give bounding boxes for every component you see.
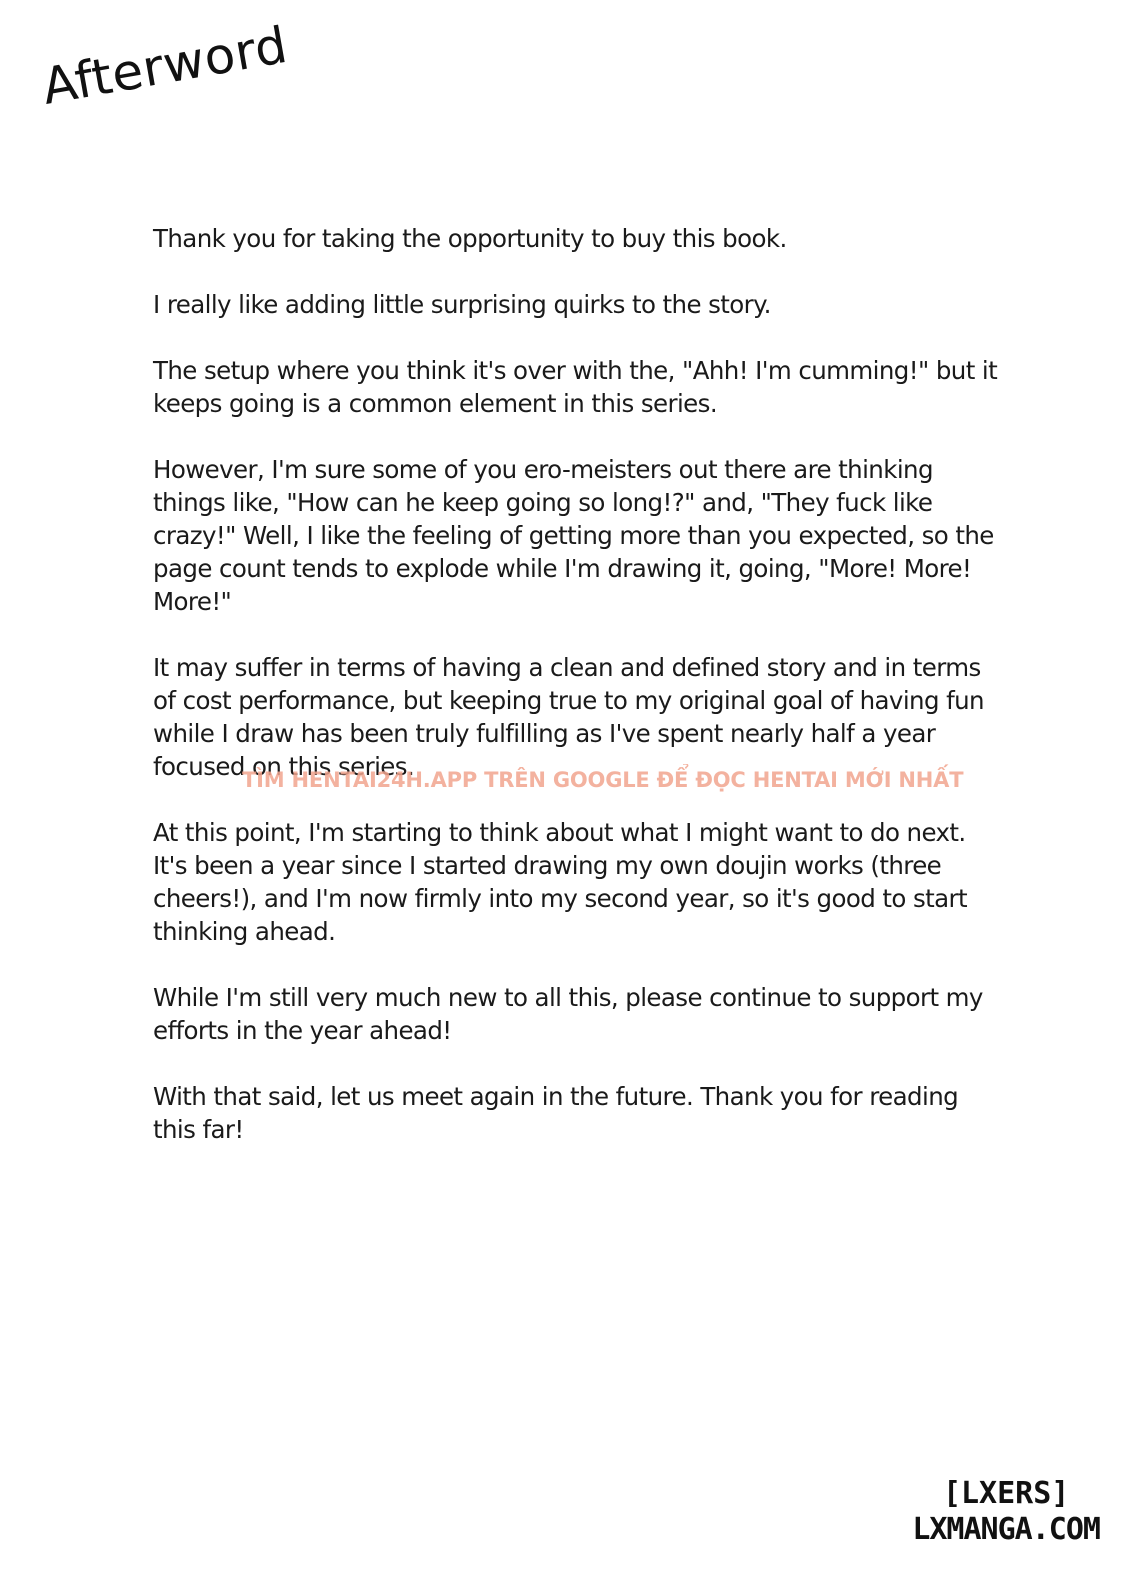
paragraph: While I'm still very much new to all this, please continue to support my efforts in the year ahead! (153, 983, 983, 1045)
watermark-text: TÌM HENTAI24H.APP TRÊN GOOGLE ĐỂ ĐỌC HENTAI MỚI NHẤT (242, 768, 964, 792)
page-title: Afterword (37, 15, 292, 116)
paragraph: With that said, let us meet again in the future. Thank you for reading this far! (153, 1082, 959, 1144)
credit-group-name: [LXERS] (942, 1476, 1070, 1511)
paragraph: I really like adding little surprising quirks to the story. (153, 290, 771, 319)
paragraph: Thank you for taking the opportunity to buy this book. (153, 224, 787, 253)
scanlation-credit (912, 1476, 1100, 1548)
afterword-body (153, 222, 1003, 1179)
paragraph: The setup where you think it's over with the, "Ahh! I'm cumming!" but it keeps going is a common element in this series. (153, 356, 998, 418)
paragraph: It may suffer in terms of having a clean and defined story and in terms of cost performance, but keeping true to my original goal of having fun while I draw has been truly fulfilling as I've spent nearly half a year focused on this series. (153, 653, 984, 781)
paragraph: However, I'm sure some of you ero-meisters out there are thinking things like, "How can he keep going so long!?" and, "They fuck like crazy!" Well, I like the feeling of getting more than you expected, so the page count tends to explode while I'm drawing it, going, "More! More! More!" (153, 455, 994, 616)
paragraph: At this point, I'm starting to think about what I might want to do next. It's been a year since I started drawing my own doujin works (three cheers!), and I'm now firmly into my second year, so it's good to start thinking ahead. (153, 818, 968, 946)
credit-site-name: LXMANGA.COM (912, 1512, 1100, 1547)
